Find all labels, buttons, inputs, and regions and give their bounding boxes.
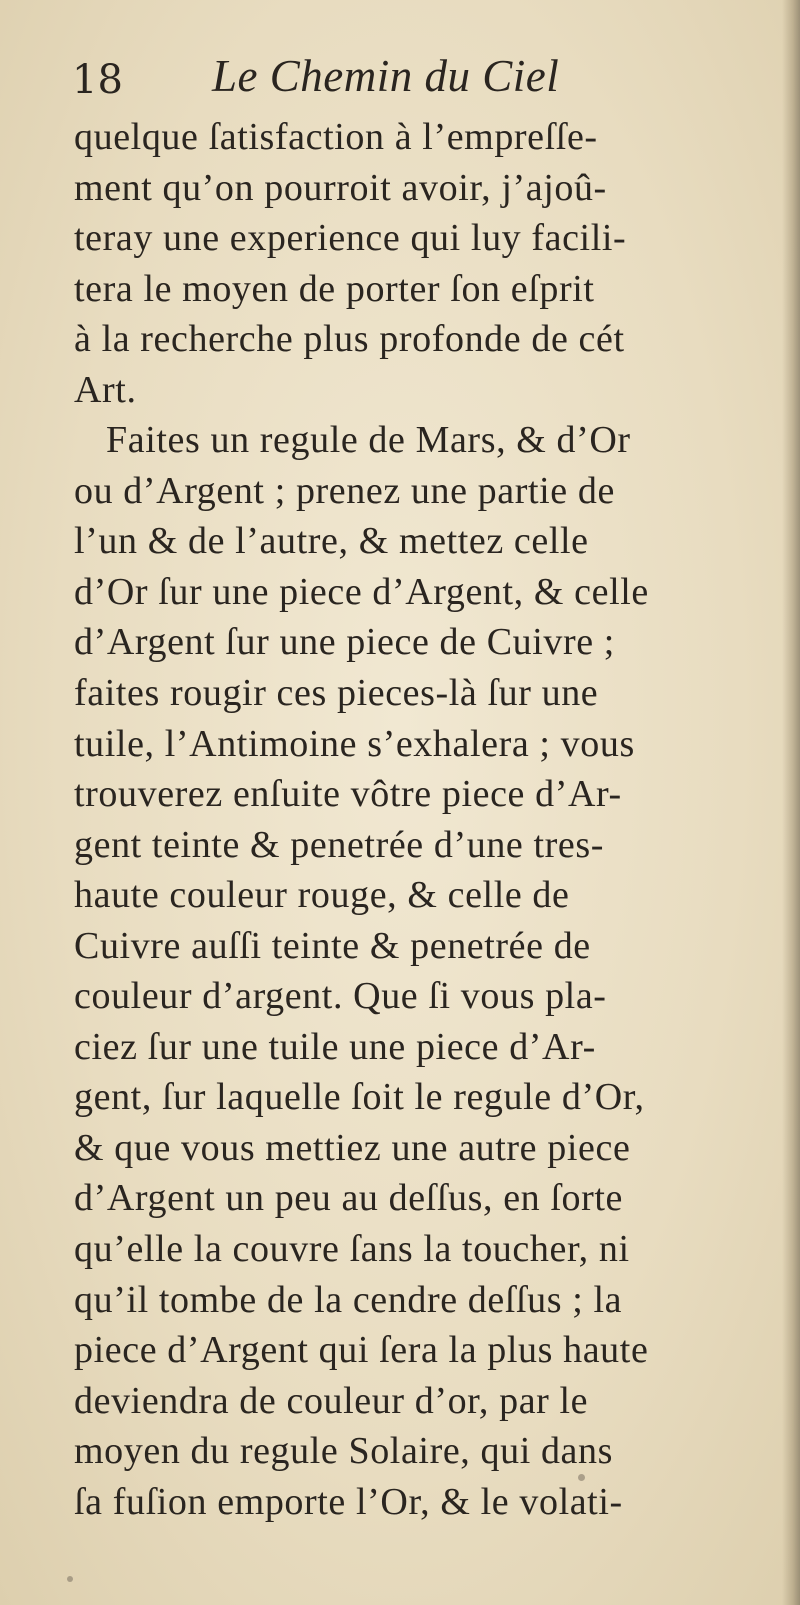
running-title: Le Chemin du Ciel <box>212 51 560 101</box>
text-line: trouverez enſuite vôtre piece d’Ar- <box>74 773 622 816</box>
text-line: deviendra de couleur d’or, par le <box>74 1379 589 1422</box>
page-header <box>62 50 742 110</box>
text-line: gent teinte & penetrée d’une tres- <box>74 823 605 866</box>
text-line: & que vous mettiez une autre piece <box>74 1126 631 1169</box>
text-line: ment qu’on pourroit avoir, j’ajoû- <box>74 166 607 209</box>
text-line: moyen du regule Solaire, qui dans <box>74 1430 614 1473</box>
text-line: à la recherche plus profonde de cét <box>74 318 625 361</box>
text-line: gent, ſur laquelle ſoit le regule d’Or, <box>74 1076 645 1119</box>
text-line: qu’elle la couvre ſans la toucher, ni <box>74 1228 630 1271</box>
text-line: Art. <box>74 368 137 411</box>
page-number: 18 <box>72 57 123 103</box>
text-line: Faites un regule de Mars, & d’Or <box>106 419 631 462</box>
text-line: d’Argent un peu au deſſus, en ſorte <box>74 1177 623 1220</box>
text-line: d’Argent ſur une piece de Cuivre ; <box>74 621 615 664</box>
text-line: ſa fuſion emporte l’Or, & le volati- <box>74 1480 623 1523</box>
text-line: ciez ſur une tuile une piece d’Ar- <box>74 1025 596 1068</box>
text-line: quelque ſatisfaction à l’empreſſe- <box>74 116 598 158</box>
text-line: piece d’Argent qui ſera la plus haute <box>74 1329 649 1372</box>
text-line: qu’il tombe de la cendre deſſus ; la <box>74 1278 623 1321</box>
page-edge-shadow <box>782 0 800 1605</box>
text-line: haute couleur rouge, & celle de <box>74 874 570 917</box>
text-line: tuile, l’Antimoine s’exhalera ; vous <box>74 722 635 765</box>
text-line: teray une experience qui luy facili- <box>74 217 627 260</box>
text-line: couleur d’argent. Que ſi vous pla- <box>74 975 607 1018</box>
text-line: ou d’Argent ; prenez une partie de <box>74 469 615 512</box>
body-text <box>74 112 754 1527</box>
text-line: faites rougir ces pieces-là ſur une <box>74 672 599 715</box>
text-line: tera le moyen de porter ſon eſprit <box>74 267 595 310</box>
text-line: Cuivre auſſi teinte & penetrée de <box>74 924 591 967</box>
text-line: d’Or ſur une piece d’Argent, & celle <box>74 570 649 613</box>
paper-spot <box>578 1474 585 1481</box>
paper-spot <box>67 1576 73 1582</box>
text-line: l’un & de l’autre, & mettez celle <box>74 520 589 563</box>
